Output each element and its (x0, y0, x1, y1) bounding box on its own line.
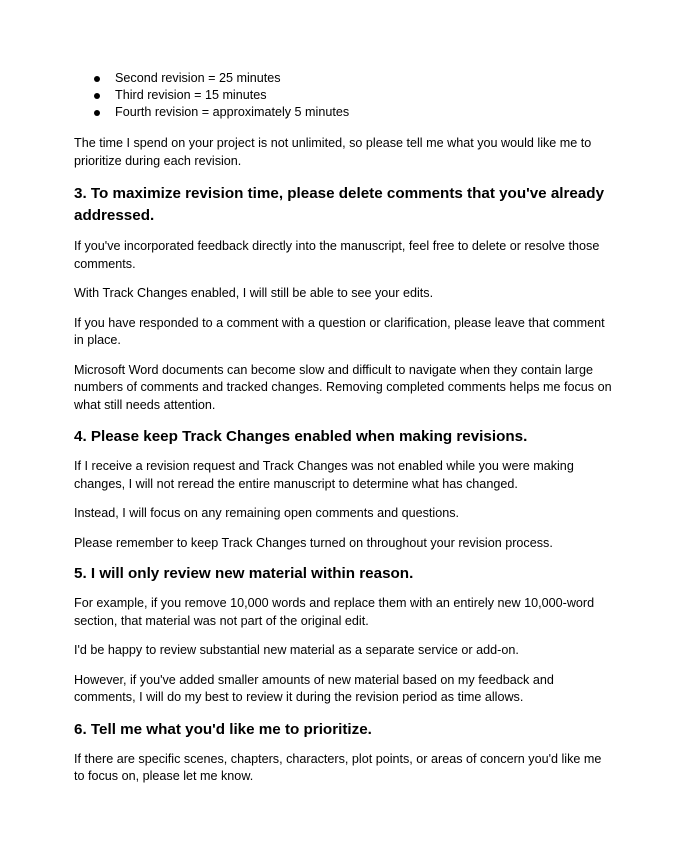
list-item-text: Third revision = 15 minutes (115, 88, 267, 102)
list-item (74, 70, 614, 87)
section-6-heading: 6. Tell me what you'd like me to prioritize. (74, 720, 372, 738)
bullet-icon (94, 93, 100, 99)
section-4-paragraph-3: Please remember to keep Track Changes turned on throughout your revision process. (74, 535, 553, 550)
document-page (74, 70, 614, 786)
bullet-icon (94, 76, 100, 82)
bullet-icon (94, 110, 100, 116)
section-6-paragraph-1: If there are specific scenes, chapters, characters, plot points, or areas of concern you'd like me to focus on, please let me know. (74, 751, 602, 783)
list-item-text: Second revision = 25 minutes (115, 71, 281, 85)
list-item (74, 87, 614, 104)
section-5-paragraph-2: I'd be happy to review substantial new material as a separate service or add-on. (74, 643, 519, 657)
section-3-paragraph-2: With Track Changes enabled, I will still be able to see your edits. (74, 286, 434, 300)
section-3-paragraph-4: Microsoft Word documents can become slow and difficult to navigate when they contain large numbers of comments and tracked changes. Removing completed comments helps me focus on what still needs attention. (74, 362, 612, 412)
section-4-paragraph-2: Instead, I will focus on any remaining open comments and questions. (74, 506, 460, 520)
section-5-paragraph-1: For example, if you remove 10,000 words and replace them with an entirely new 10,000-word section, that material was not part of the original edit. (74, 596, 595, 628)
section-3-paragraph-1: If you've incorporated feedback directly into the manuscript, feel free to delete or resolve those comments. (74, 239, 600, 271)
section-3-paragraph-3: If you have responded to a comment with a question or clarification, please leave that comment in place. (74, 315, 605, 347)
revision-time-list (74, 70, 614, 121)
list-item (74, 104, 614, 121)
section-5-paragraph-3: However, if you've added smaller amounts of new material based on my feedback and comments, I will do my best to review it during the revision period as time allows. (74, 672, 554, 704)
intro-paragraph: The time I spend on your project is not unlimited, so please tell me what you would like me to prioritize during each revision. (74, 136, 592, 168)
section-3-heading: 3. To maximize revision time, please delete comments that you've already addressed. (74, 185, 605, 224)
list-item-text: Fourth revision = approximately 5 minutes (115, 105, 350, 119)
section-4-heading: 4. Please keep Track Changes enabled when making revisions. (74, 428, 528, 445)
section-5-heading: 5. I will only review new material within reason. (74, 565, 414, 582)
section-4-paragraph-1: If I receive a revision request and Track Changes was not enabled while you were making changes, I will not reread the entire manuscript to determine what has changed. (74, 459, 574, 491)
